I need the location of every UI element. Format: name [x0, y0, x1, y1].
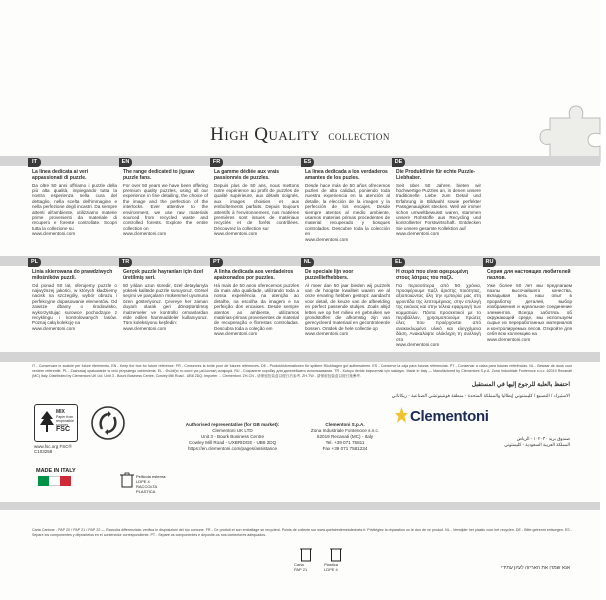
language-block-empty	[487, 170, 572, 256]
gb-representative	[175, 422, 290, 452]
language-body: Al meer dan 50 jaar bieden wij puzzels van de hoogste kwaliteit waarin we al onze ervaring hebben gestopt: aandacht voor detail, de keuze van de afbeelding en perfect passende stukjes. Zoals altijd letten we op het milieu en gebruiken we grondstoffen die afkomstig zijn van gerecycleerd materiaal en gecontroleerde bossen. Ontdek de hele collectie op	[305, 282, 390, 331]
language-band-bottom	[0, 502, 600, 510]
fsc-id: www.fsc.org FSC® C103258	[34, 444, 72, 454]
website-link[interactable]: www.clementoni.com	[123, 325, 167, 331]
language-body: Seit über 50 Jahren bieten wir hochwertige Puzzles an, in denen unsere traditionelle Liebe zum Detail und Erfahrung in Bildwahl sowie perfekter Passgenauigkeit stecken. Weil wir immer schon umweltbewusst waren, stammen unsere Rohstoffe aus Recycling und kontrollierter Forstwirtschaft. Entdecken Sie unsere gesamte Kollektion auf	[396, 182, 481, 231]
recycling-notice: Carta Cartone - PAP 20 / PAP 21 / PAP 22 — Raccolta differenziata: verifica le disposizioni del tuo comune. FR - Ce produit et son emballage se recyclent. Points de collecte sur www.quefairedemesdechets.fr. Privilégiez la réparation ou le don de ce produit. NL - Verwijder het plastic voor het recyclen. DE - Bitte getrennt entsorgen. ES - Separe los componentes y deposítelos en el contenedor correspondiente. PT - Separe os componentes e deposite-os nos contentores adequados.	[32, 528, 572, 537]
language-heading: Linia skierowana do prawdziwych miłośników puzzli.	[32, 269, 113, 281]
website-link[interactable]: www.clementoni.com	[32, 325, 76, 331]
rep-line-1: Unit 3 - Bourk Business Centre	[200, 434, 265, 439]
website-link[interactable]: www.clementoni.com	[396, 342, 440, 348]
clem-line-1: 62019 Recanati (MC) - Italy	[316, 434, 374, 439]
language-heading: De speciale lijn voor puzzelliefhebbers.	[305, 269, 354, 281]
website-link[interactable]: www.clementoni.com	[214, 331, 258, 337]
flag-green	[38, 476, 49, 486]
language-block-el	[394, 259, 481, 356]
clem-head: Clementoni S.p.A.	[325, 422, 365, 427]
language-body: Da oltre 50 anni offriamo i puzzle della più alta qualità, impiegando tutta la nostra esperienza nella cura del dettaglio, nella scelta dell'immagine e nella perfezione degli incastri. Da sempre attenti all'ambiente, utilizziamo materie prime provenienti da materiale di recupero e foreste controllate. Scopri tutta la collezione su	[32, 182, 117, 231]
fsc-badge	[34, 404, 78, 442]
fsc-text	[56, 409, 76, 433]
flag-white	[49, 476, 60, 486]
language-body: Desde hace más de 50 años ofrecemos puzles de alta calidad, poniendo toda nuestra experiencia en la atención al detalle, la elección de la imagen y la perfección de los encajes. Desde siempre atentos al medio ambiente, usamos materias primas procedentes de material recuperado y bosques controlados. Descubre toda la colección en	[305, 182, 390, 237]
fsc-brand: FSC	[56, 426, 70, 433]
clem-line-0: Zona Industriale Fontenoce s.n.c.	[310, 428, 380, 433]
language-block-tr	[121, 259, 208, 356]
language-body: Depuis plus de 50 ans, nous mettons notre expérience au profit de puzzles de qualité supérieure, aux détails soignés, aux images choisies et aux emboîtements parfaits. Depuis toujours attentifs à l'environnement, nos matières premières sont issues de matériaux recyclés et de forêts contrôlées. Découvrez la collection sur	[214, 182, 299, 231]
website-link[interactable]: www.clementoni.com	[487, 336, 531, 342]
language-heading: La linea dedicata ai veri appassionati di puzzle.	[32, 169, 89, 181]
title-main: High Quality	[210, 124, 320, 145]
language-tag: DE	[392, 158, 405, 167]
language-heading: Gerçek puzzle hayranları için özel üretilmiş seri.	[123, 269, 204, 281]
multilang-notice: IT - Conservare le scatole per future riferimento. EN - Keep the box for future reference. FR - Conservez la boîte pour de futures références. DE - Produktinformationen für spätere Rückfragen gut aufbewahren. ES - Conserve la caja para futuras referencias. PT - Conservar a caixa para futuras referências. NL - Bewaar de doos voor verdere referentie. PL - Zachowaj opakowanie w celu przyszłego odniesienia. EL - Φυλάξτε το κουτί για μελλοντική αναφορά. RU - Сохраните коробку для дальнейшего использования. TR - Kutuyu ileride başvurmak için saklayın. Made in Italy — Manufactured by Clementoni S.p.A. Zona Industriale Fontenoce s.n.c. 62019 Recanati (MC) Italy. Distributed by Clementoni UK Ltd. Unit 3 - Bourk Business Centre, Cowley Mill Road - UB8 2DQ. Importer ... Clementoni. ZH-CN - 请保留包装盒以便日后参考. ZH-TW - 請保留包裝盒以便日後參考.	[32, 364, 572, 378]
language-tag: PT	[210, 258, 223, 267]
language-band-mid	[0, 256, 600, 266]
language-tag: IT	[28, 158, 41, 167]
trash-icon-2	[330, 546, 342, 562]
language-tag: ES	[301, 158, 314, 167]
clementoni-logo: Clementoni	[410, 408, 489, 425]
language-block-fr	[212, 159, 299, 256]
language-block-it	[32, 159, 117, 256]
language-heading: La línea dedicada a los verdaderos amantes de los puzles.	[305, 169, 388, 181]
trash-label-2: Plastica LDPE 4	[324, 562, 339, 572]
website-link[interactable]: www.clementoni.com	[396, 231, 440, 237]
language-band-notice	[0, 352, 600, 362]
made-in-italy: MADE IN ITALY	[36, 468, 76, 474]
language-tag: FR	[210, 158, 223, 167]
language-heading: The range dedicated to jigsaw puzzle fans.	[123, 169, 195, 181]
bin-label: Pellicola esterna: LDPE 4 RACCOLTA PLASTICA	[136, 474, 167, 494]
language-tag: EL	[392, 258, 405, 267]
language-block-pl	[30, 259, 117, 356]
clementoni-address	[290, 422, 400, 452]
language-tag: TR	[119, 258, 132, 267]
website-link[interactable]: www.clementoni.com	[32, 231, 76, 237]
language-block-de	[394, 159, 481, 256]
language-block-en	[121, 159, 208, 256]
arabic-address	[410, 436, 570, 448]
rep-line-2: Cowley Mill Road - UXBRIDGE - UB8 2DQ	[188, 440, 277, 445]
clem-line-3: Fax +39 071 7581234	[322, 446, 368, 451]
website-link[interactable]: www.clementoni.com	[305, 236, 349, 242]
row2-grid	[30, 259, 572, 356]
language-band-top	[0, 156, 600, 166]
recycle-icon	[90, 405, 126, 441]
language-body: Há mais de 50 anos oferecemos puzzles da mais alta qualidade, utilizando toda a nossa experiência na atenção ao detalhe, na escolha da imagem e na perfeição dos encaixes. Desde sempre atentos ao ambiente, utilizamos matérias-primas provenientes de material de recuperação e florestas controladas. Descubra toda a coleção em	[214, 282, 299, 331]
language-body: Уже более 50 лет мы предлагаем пазлы высочайшего качества, вкладывая весь наш опыт в проработку деталей, выбор изображения и идеальное соединение элементов. Всегда заботясь об окружающей среде, мы используем сырье из переработанных материалов и контролируемых лесов. Откройте для себя всю коллекцию на	[487, 282, 572, 337]
language-heading: A linha dedicada aos verdadeiros apaixonados por puzzles.	[214, 269, 294, 281]
language-block-nl	[303, 259, 390, 356]
fsc-tree-icon	[39, 410, 55, 434]
website-link[interactable]: www.clementoni.com	[305, 331, 349, 337]
rep-line-3: https://en.clementoni.com/pages/assistance	[187, 446, 278, 451]
row1-grid	[32, 159, 572, 256]
language-tag: PL	[28, 258, 41, 267]
language-block-pt	[212, 259, 299, 356]
language-block-es	[303, 159, 390, 256]
flag-red	[60, 476, 71, 486]
language-body: Od ponad 50 lat, oferujemy puzzle o najwyższej jakości, w których kładziemy nacisk na szczegóły, wybór obrazu i perfekcyjne dopasowanie elementów. Od zawsze dbamy o środowisko, wykorzystując surowce pochodzące z recyklingu i kontrolowanych lasów. Poznaj całą kolekcję na	[32, 282, 117, 326]
language-body: For over 50 years we have been offering premium quality puzzles, using all our experience in fine detailing, the choice of the image and the perfection of the interlocks. Ever attentive to the environment, we use raw materials sourced from recycled waste and controlled forests. Explore the entire collection on	[123, 182, 208, 231]
arabic-heading: احتفظ بالعلبة للرجوع إليها في المستقبل	[471, 382, 570, 388]
hebrew-notice: אנא שמרו את האריזה לעיון עתידי	[501, 565, 570, 571]
website-link[interactable]: www.clementoni.com	[123, 231, 167, 237]
rep-head: Authorised representative (for GB market):	[185, 422, 280, 427]
clem-line-2: Tel. +39 071 75811	[325, 440, 365, 445]
language-heading: Серия для настоящих любителей пазлов.	[487, 269, 571, 281]
rep-line-0: Clementoni UK LTD	[212, 428, 253, 433]
language-tag: NL	[301, 258, 314, 267]
language-heading: La gamme dédiée aux vrais passionnés de puzzles.	[214, 169, 280, 181]
language-body: 50 yıldan uzun süredir, özel detaylarıyla yüksek kalitede puzzle sunuyoruz. Görsel seçimi ve parçaların mükemmel uyumuna özen gösteriyoruz. Çevreye her zaman duyarlı olarak geri dönüştürülmüş malzemeler ve kontrollü ormanlardan elde edilen hammaddeler kullanıyoruz. Tüm koleksiyonu keşfedin:	[123, 282, 208, 326]
language-heading: Die Produktlinie für echte Puzzle-Liebhaber.	[396, 169, 476, 181]
arabic-addr-1: المملكة العربية السعودية - كليمنتوني	[504, 442, 570, 447]
language-tag: RU	[483, 258, 496, 267]
fsc-mid: Paper from responsible sources	[56, 415, 74, 427]
clementoni-star-icon	[395, 407, 408, 423]
italy-flag	[38, 476, 71, 486]
trash-label-1: Carta PAP 21	[294, 562, 308, 572]
page-title	[0, 124, 600, 146]
fsc-mix: MIX	[56, 409, 65, 415]
arabic-line: الاستيراد / التصنيع / كليمنتوني إيطاليا والمملكة المتحدة - منطقة فونتينوتشي الصناعية - ريكاناتي	[391, 393, 570, 398]
trash-icon-1	[300, 546, 312, 562]
title-suffix: collection	[328, 128, 390, 143]
language-body: Για περισσότερα από 50 χρόνια, προσφέρουμε παζλ άριστης ποιότητας, αξιοποιώντας όλη την εμπειρία μας στη φροντίδα της λεπτομέρειας, στην επιλογή της εικόνας και στην τέλεια εφαρμογή των κομματιών. Πάντα προσεκτικοί με το περιβάλλον, χρησιμοποιούμε πρώτες ύλες που προέρχονται από ανακυκλωμένο υλικό και ελεγχόμενα δάση. Ανακαλύψτε ολόκληρη τη συλλογή στο	[396, 282, 481, 342]
language-tag: EN	[119, 158, 132, 167]
website-link[interactable]: www.clementoni.com	[214, 231, 258, 237]
language-heading: Η σειρά που είναι αφιερωμένη στους λάτρεις του παζλ.	[396, 269, 469, 281]
language-block-ru	[485, 259, 572, 356]
bin-icon	[120, 472, 134, 488]
arabic-addr-0: صندوق بريد ١٠٢٠٣٠ - الرياض	[516, 436, 570, 441]
